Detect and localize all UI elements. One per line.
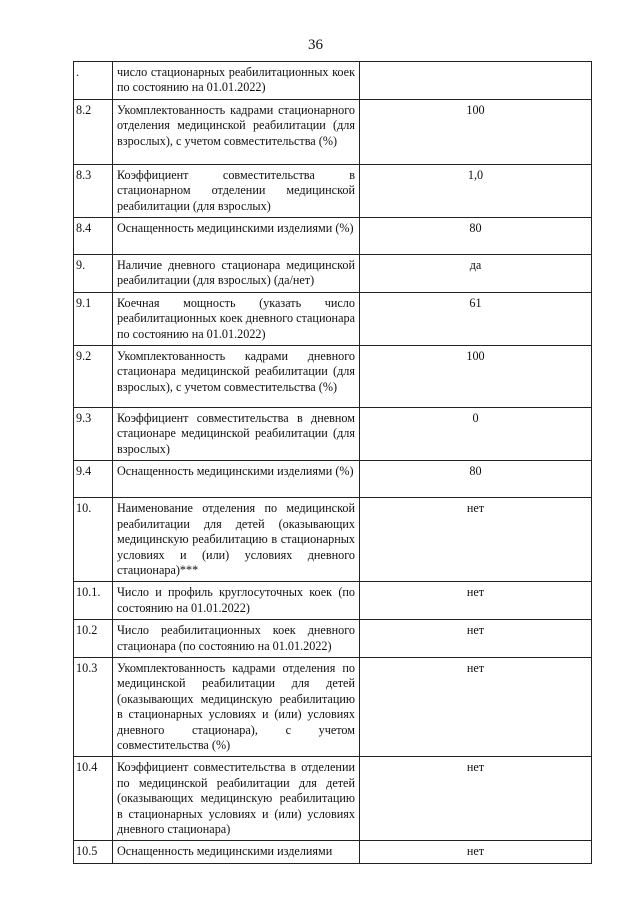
table-row <box>74 292 592 345</box>
row-value: нет <box>360 620 592 658</box>
row-description: Коэффициент совместительства в стационарном отделении медицинской реабилитации (для взрослых) <box>113 164 360 217</box>
table-row <box>74 99 592 164</box>
row-number: 10.1. <box>74 582 113 620</box>
row-number: 8.2 <box>74 99 113 164</box>
row-description: Коэффициент совместительства в дневном стационаре медицинской реабилитации (для взрослых) <box>113 408 360 461</box>
row-description: Оснащенность медицинскими изделиями <box>113 841 360 863</box>
row-value: 100 <box>360 99 592 164</box>
row-description: число стационарных реабилитационных коек по состоянию на 01.01.2022) <box>113 62 360 100</box>
row-description: Число и профиль круглосуточных коек (по состоянию на 01.01.2022) <box>113 582 360 620</box>
row-value: нет <box>360 657 592 756</box>
row-value: нет <box>360 757 592 841</box>
table-row <box>74 582 592 620</box>
row-value <box>360 62 592 100</box>
table-row <box>74 841 592 863</box>
row-value: 61 <box>360 292 592 345</box>
row-number: 10.5 <box>74 841 113 863</box>
table-row <box>74 346 592 408</box>
row-value: 1,0 <box>360 164 592 217</box>
row-number: 9. <box>74 255 113 293</box>
table-row <box>74 620 592 658</box>
page-number: 36 <box>308 37 323 53</box>
table-row <box>74 498 592 582</box>
table-row <box>74 255 592 293</box>
row-number: 9.2 <box>74 346 113 408</box>
indicator-table <box>73 61 592 864</box>
row-description: Укомплектованность кадрами отделения по медицинской реабилитации для детей (оказывающих медицинскую реабилитацию в стационарных условиях и (или) условиях дневного стационара), с учетом совместительства (%) <box>113 657 360 756</box>
row-description: Оснащенность медицинскими изделиями (%) <box>113 218 360 255</box>
row-description: Коечная мощность (указать число реабилитационных коек дневного стационара по состоянию на 01.01.2022) <box>113 292 360 345</box>
row-description: Наличие дневного стационара медицинской реабилитации (для взрослых) (да/нет) <box>113 255 360 293</box>
row-number: 10.4 <box>74 757 113 841</box>
row-number: 9.1 <box>74 292 113 345</box>
table-row <box>74 408 592 461</box>
row-value: 100 <box>360 346 592 408</box>
table-row <box>74 62 592 100</box>
row-value: 80 <box>360 461 592 498</box>
row-description: Коэффициент совместительства в отделении по медицинской реабилитации для детей (оказывающих медицинскую реабилитацию в стационарных условиях и (или) условиях дневного стационара) <box>113 757 360 841</box>
row-number: 9.3 <box>74 408 113 461</box>
table-row <box>74 164 592 217</box>
row-value: 80 <box>360 218 592 255</box>
table-row <box>74 218 592 255</box>
row-value: нет <box>360 841 592 863</box>
row-number: 8.3 <box>74 164 113 217</box>
table-row <box>74 757 592 841</box>
table-row <box>74 461 592 498</box>
row-value: да <box>360 255 592 293</box>
row-number: 8.4 <box>74 218 113 255</box>
table-body <box>74 62 592 864</box>
row-description: Укомплектованность кадрами стационарного отделения медицинской реабилитации (для взрослых), с учетом совместительства (%) <box>113 99 360 164</box>
table-row <box>74 657 592 756</box>
row-description: Число реабилитационных коек дневного стационара (по состоянию на 01.01.2022) <box>113 620 360 658</box>
row-value: нет <box>360 582 592 620</box>
row-number: 10. <box>74 498 113 582</box>
row-number: 9.4 <box>74 461 113 498</box>
row-number: . <box>74 62 113 100</box>
row-value: нет <box>360 498 592 582</box>
row-number: 10.3 <box>74 657 113 756</box>
row-description: Укомплектованность кадрами дневного стационара медицинской реабилитации (для взрослых), с учетом совместительства (%) <box>113 346 360 408</box>
row-description: Оснащенность медицинскими изделиями (%) <box>113 461 360 498</box>
row-number: 10.2 <box>74 620 113 658</box>
row-value: 0 <box>360 408 592 461</box>
row-description: Наименование отделения по медицинской реабилитации для детей (оказывающих медицинскую реабилитацию в стационарных условиях и (или) условиях дневного стационара)*** <box>113 498 360 582</box>
